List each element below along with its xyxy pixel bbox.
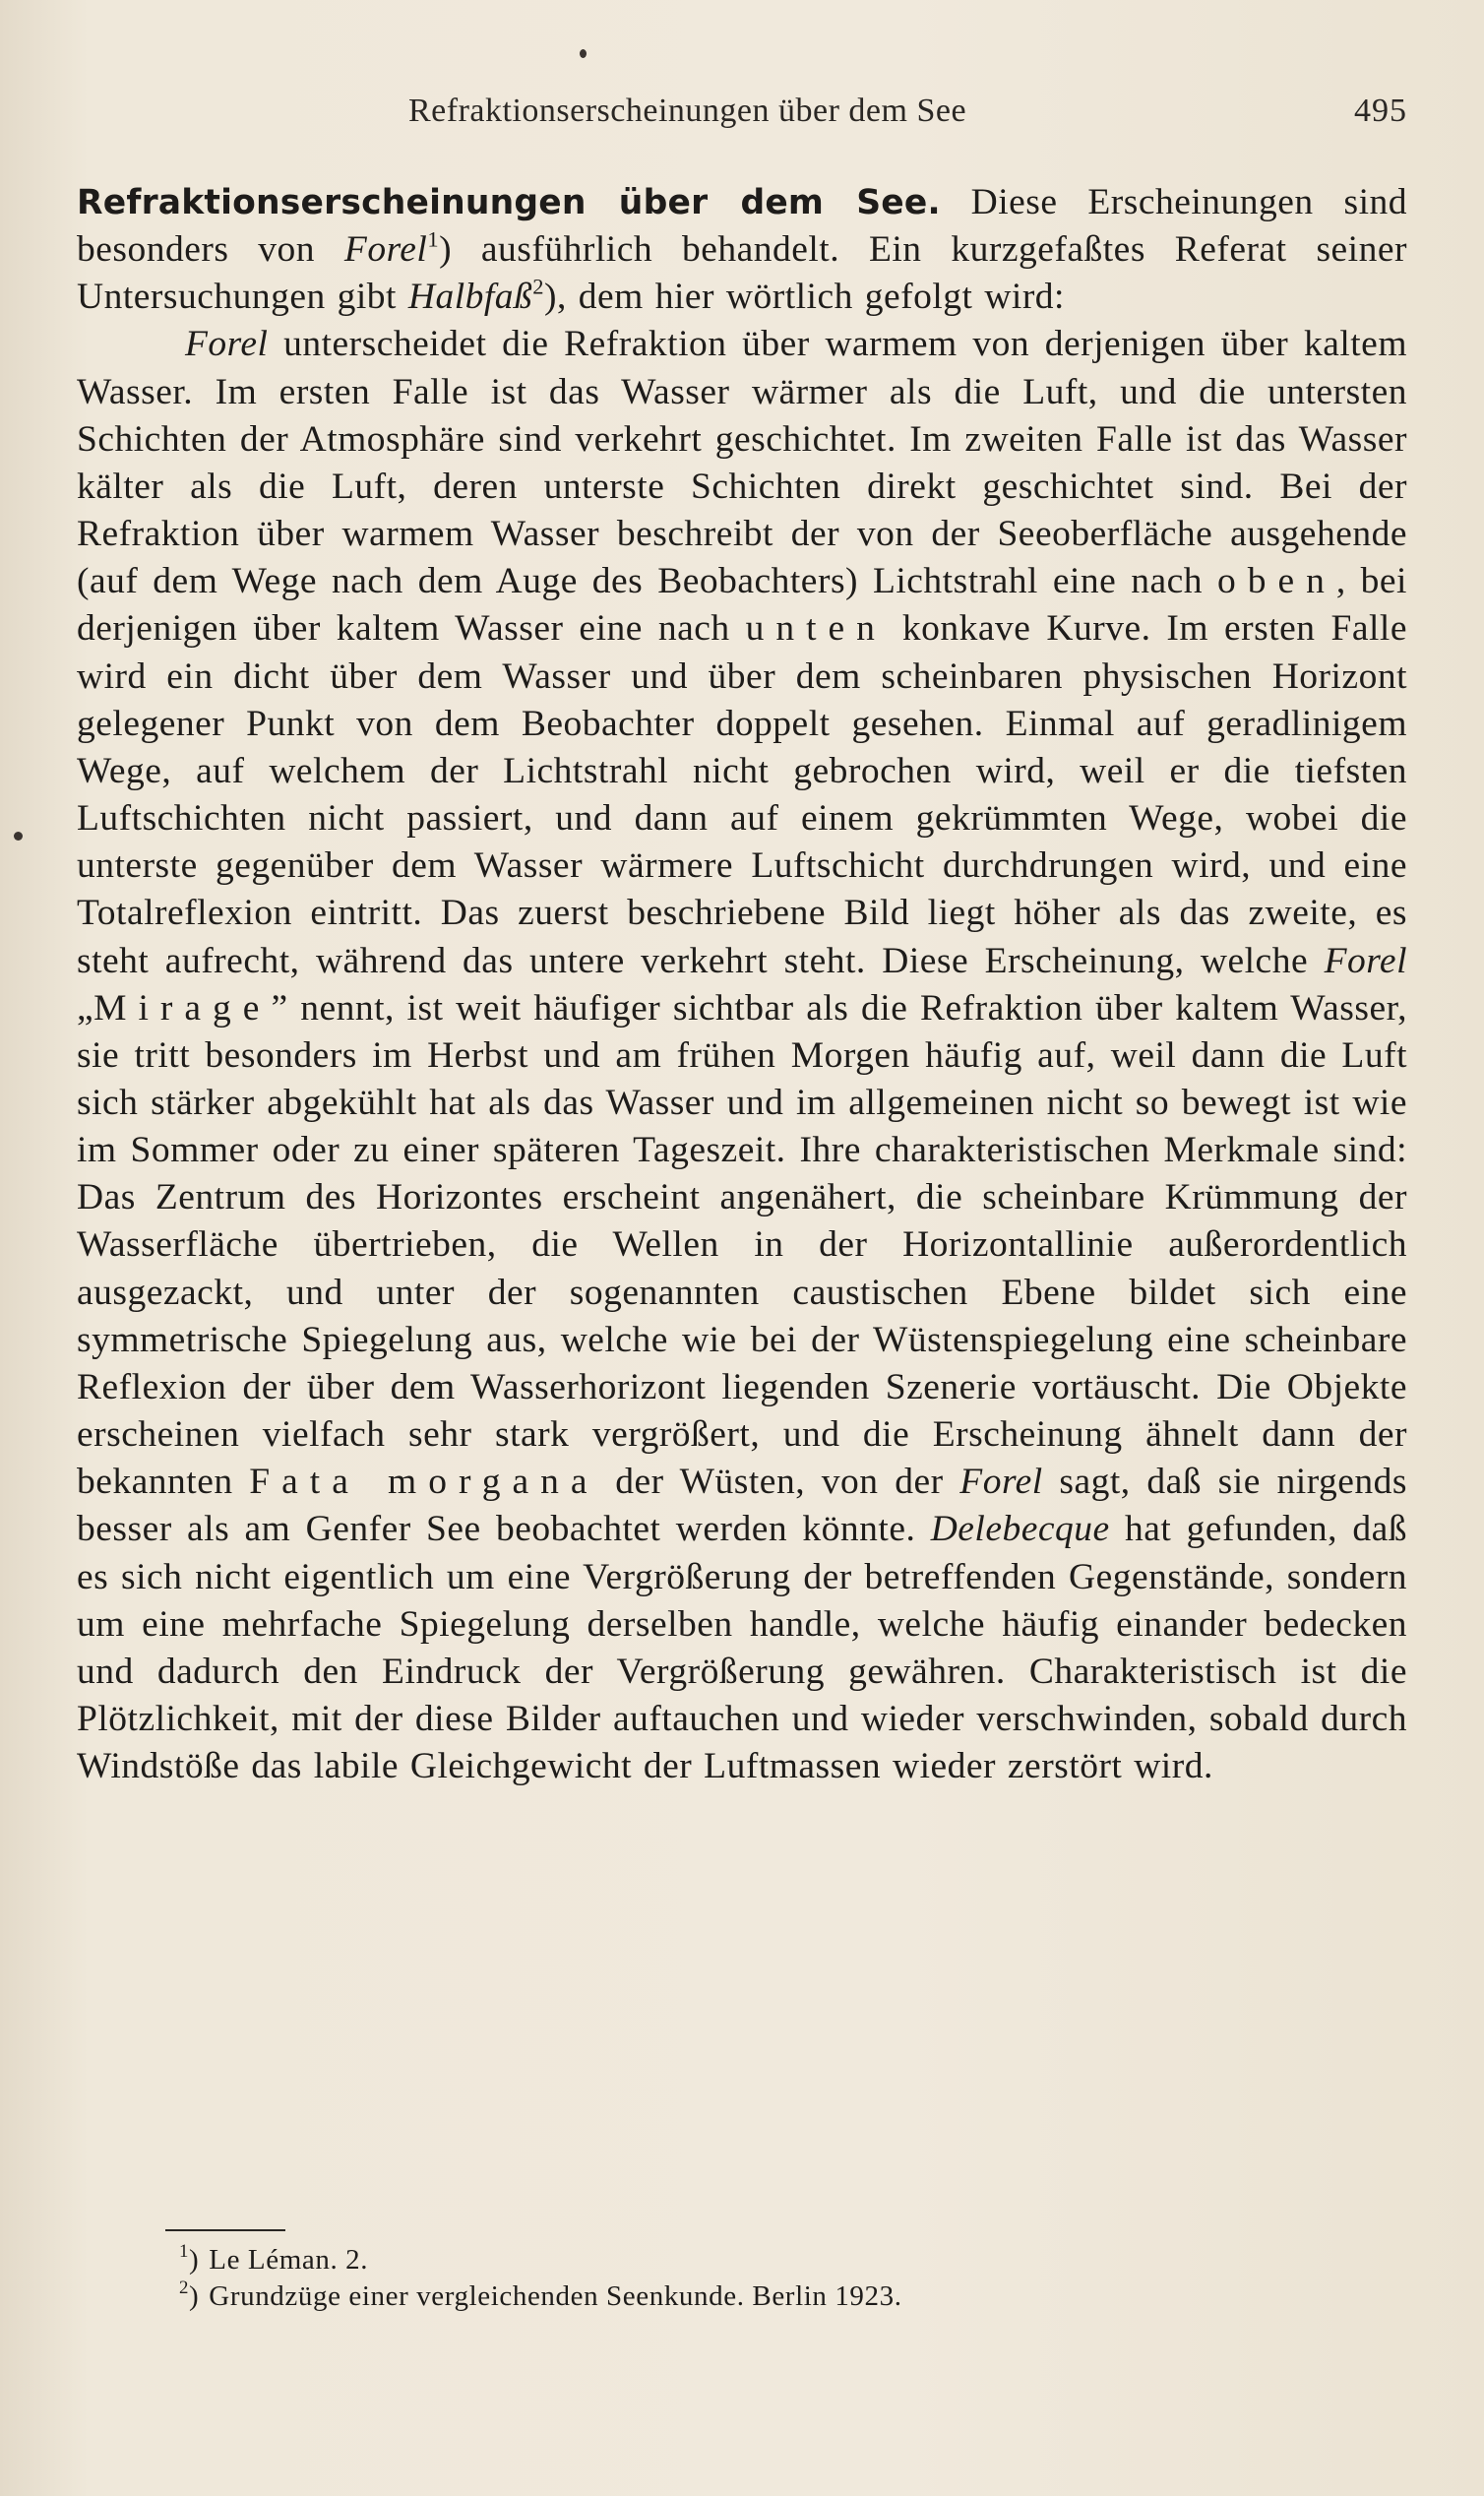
footnote-text: Grundzüge einer vergleichenden Seenkunde. Berlin 1923.	[209, 2280, 902, 2312]
author-name-forel: Forel	[959, 1462, 1043, 1503]
text-run: ), dem hier wörtlich gefolgt wird:	[544, 277, 1065, 318]
emphasis-fata-morgana: Fata morgana	[249, 1462, 599, 1503]
footnote-divider	[165, 2229, 285, 2231]
paragraph-intro	[77, 179, 1407, 321]
emphasis-unten: unten	[745, 608, 887, 650]
text-run: konkave Kurve. Im ersten Falle wird ein dicht über dem Wasser und über dem scheinbaren physischen Horizont gelegener Punkt von dem Beobachter doppelt gesehen. Einmal auf geradlinigem Wege, auf welchem der Lichtstrahl nicht gebrochen wird, weil er die tiefsten Luftschichten nicht passiert, und dann auf einem gekrümmten Wege, wobei die unterste gegenüber dem Wasser wärmere Luftschicht durchdrungen wird, und eine Totalreflexion eintritt. Das zuerst beschriebene Bild liegt höher als das zweite, es steht aufrecht, während das untere verkehrt steht. Diese Erscheinung, welche	[77, 608, 1407, 981]
section-heading: Refraktionserscheinungen über dem See.	[77, 183, 941, 222]
footnote-mark: 1	[179, 2240, 190, 2262]
footnote-ref-1: 1	[427, 226, 440, 252]
running-head-title: Refraktionserscheinungen über dem See	[408, 93, 967, 129]
footnote-mark: 2	[179, 2277, 190, 2298]
paragraph-quote	[77, 321, 1407, 1790]
text-run: ” nennt, ist weit häufiger sichtbar als die Refraktion über kaltem Wasser, sie tritt besonders im Herbst und am frühen Morgen häufig auf, weil dann die Luft sich stärker abgekühlt hat als das Wasser und im allgemeinen nicht so bewegt ist wie im Sommer oder zu einer späteren Tageszeit. Ihre charakteristischen Merkmale sind: Das Zentrum des Horizontes erscheint angenähert, die scheinbare Krümmung der Wasserfläche übertrieben, die Wellen in der Horizontallinie außerordentlich ausgezackt, und unter der sogenannten caustischen Ebene bildet sich eine symmetrische Spiegelung aus, welche wie bei der Wüstenspiegelung eine scheinbare Reflexion der über dem Wasserhorizont liegenden Szenerie vortäuscht. Die Objekte erscheinen vielfach sehr stark vergrößert, und die Erscheinung ähnelt dann der bekannten	[77, 987, 1407, 1503]
text-run: hat gefunden, daß es sich nicht eigentlich um eine Vergrößerung der betreffenden Gegenstände, sondern um eine mehrfache Spiegelung derselben handle, welche häufig einander bedecken und dadurch den Eindruck der Vergrößerung gewähren. Charakteristisch ist die Plötzlichkeit, mit der diese Bilder auftauchen und wieder verschwinden, sobald durch Windstöße das labile Gleichgewicht der Luftmassen wieder zerstört wird.	[77, 1509, 1408, 1787]
text-run: unterscheidet die Refraktion über warmem von derjenigen über kaltem Wasser. Im ersten Falle ist das Wasser wärmer als die Luft, und die untersten Schichten der Atmosphäre sind verkehrt geschichtet. Im zweiten Falle ist das Wasser kälter als die Luft, deren unterste Schichten direkt geschichtet sind. Bei der Refraktion über warmem Wasser beschreibt der von der Seeoberfläche ausgehende (auf dem Wege nach dem Auge des Beobachters) Lichtstrahl eine nach	[77, 324, 1407, 602]
footnotes	[179, 2242, 1262, 2315]
text-run: , bei derjenigen über kaltem Wasser eine nach	[77, 561, 1407, 650]
text-run: „	[77, 987, 94, 1029]
ink-speck	[580, 49, 587, 58]
text-run: der Wüsten, von der	[598, 1462, 960, 1503]
margin-speck	[14, 832, 23, 841]
author-name-forel: Forel	[1324, 940, 1407, 981]
author-name-halbfass: Halbfaß	[407, 277, 533, 318]
author-name-delebecque: Delebecque	[930, 1509, 1110, 1550]
emphasis-mirage: Mirage	[93, 987, 272, 1029]
page-number: 495	[1354, 93, 1407, 129]
footnote-2: $^2$) Grundzüge einer vergleichenden Seenkunde. Berlin 1923.	[179, 2277, 902, 2312]
body-text	[77, 179, 1407, 1790]
text-run: ) ausführlich behandelt. Ein kurzgefaßtes Referat seiner Untersuchungen gibt	[77, 229, 1407, 318]
text-run: sagt, daß sie nirgends besser als am Genfer See beobachtet werden könnte.	[77, 1462, 1407, 1550]
running-head	[408, 87, 1407, 136]
text-run: Diese Erscheinungen sind besonders von	[77, 182, 1407, 271]
footnote-1: $^1$) Le Léman. 2.	[179, 2240, 369, 2276]
author-name-forel: Forel	[185, 324, 269, 365]
footnote-text: Le Léman. 2.	[209, 2244, 369, 2276]
emphasis-oben: oben	[1216, 561, 1336, 602]
author-name-forel: Forel	[343, 229, 428, 271]
footnote-ref-2: 2	[532, 274, 545, 299]
